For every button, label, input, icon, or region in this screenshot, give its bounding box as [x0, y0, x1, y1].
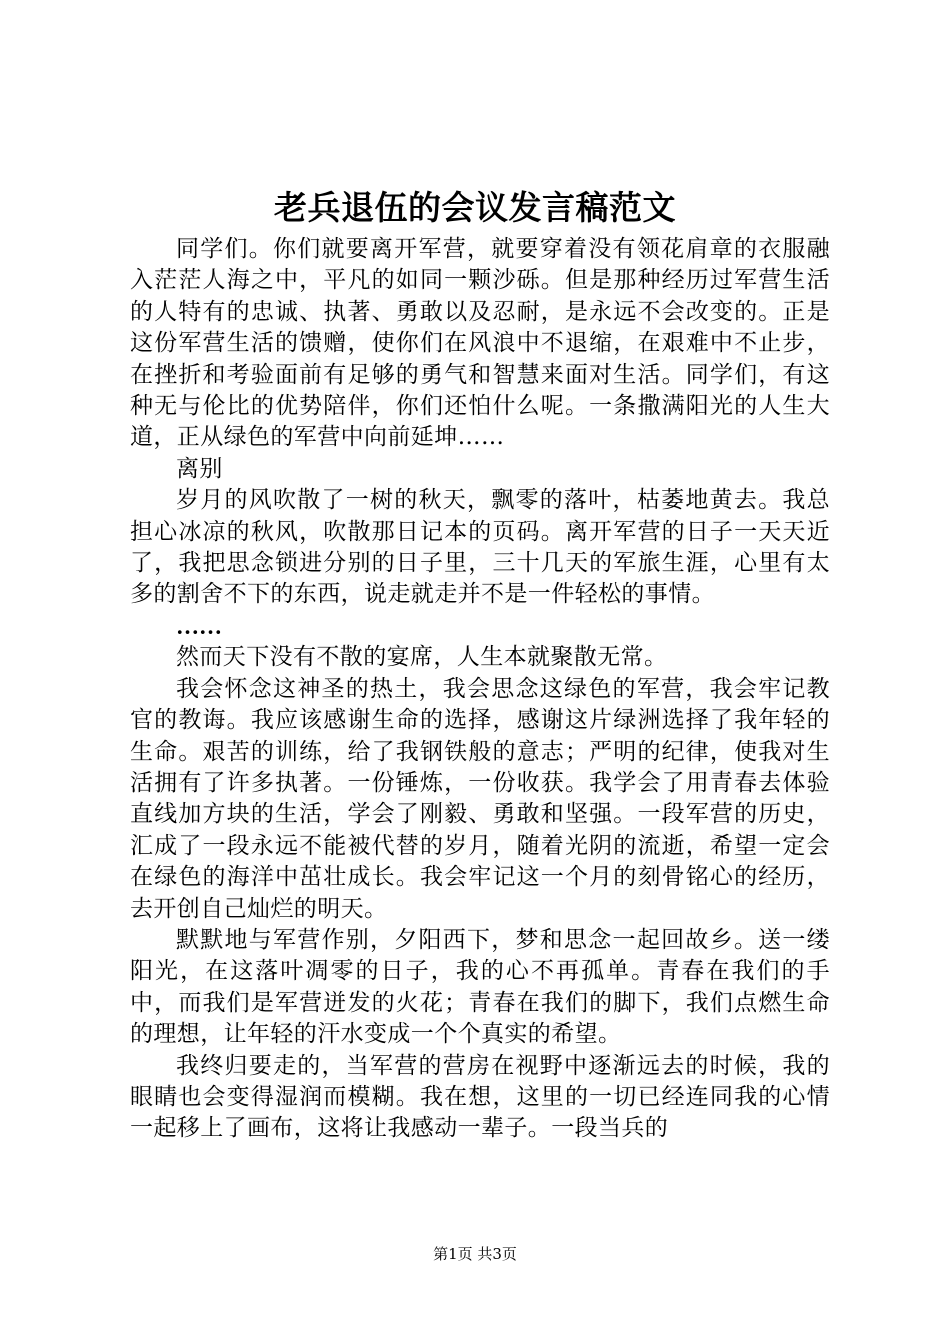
paragraph-autumn-wind: 岁月的风吹散了一树的秋天，飘零的落叶，枯萎地黄去。我总担心冰凉的秋风，吹散那日记本的页码。离开军营的日子一天天近了，我把思念锁进分别的日子里，三十几天的军旅生涯，心里有太多的割舍不下的东西，说走就走并不是一件轻松的事情。 — [130, 487, 830, 608]
paragraph-feast: 然而天下没有不散的宴席，人生本就聚散无常。 — [176, 644, 668, 671]
paragraph-ellipsis: …… — [176, 613, 222, 639]
paragraph-heading-farewell: 离别 — [176, 455, 223, 482]
paragraph-memories: 我会怀念这神圣的热土，我会思念这绿色的军营，我会牢记教官的教诲。我应该感谢生命的选择，感谢这片绿洲选择了我年轻的生命。艰苦的训练，给了我钢铁般的意志；严明的纪律，使我对生活拥有了许多执著。一份锤炼，一份收获。我学会了用青春去体验直线加方块的生活，学会了刚毅、勇敢和坚强。一段军营的历史，汇成了一段永远不能被代替的岁月，随着光阴的流逝，希望一定会在绿色的海洋中茁壮成长。我会牢记这一个月的刻骨铭心的经历，去开创自己灿烂的明天。 — [130, 675, 830, 922]
document-title: 老兵退伍的会议发言稿范文 — [274, 188, 676, 227]
page-footer: 第1页 共3页 — [433, 1245, 517, 1263]
paragraph-leaving: 我终归要走的，当军营的营房在视野中逐渐远去的时候，我的眼睛也会变得湿润而模糊。我在想，这里的一切已经连同我的心情一起移上了画布，这将让我感动一辈子。一段当兵的 — [130, 1052, 830, 1142]
paragraph-farewell-camp: 默默地与军营作别，夕阳西下，梦和思念一起回故乡。送一缕阳光，在这落叶凋零的日子，我的心不再孤单。青春在我们的手中，而我们是军营迸发的火花；青春在我们的脚下，我们点燃生命的理想，让年轻的汗水变成一个个真实的希望。 — [130, 926, 830, 1048]
paragraph-intro: 同学们。你们就要离开军营，就要穿着没有领花肩章的衣服融入茫茫人海之中，平凡的如同一颗沙砾。但是那种经历过军营生活的人特有的忠诚、执著、勇敢以及忍耐，是永远不会改变的。正是这份军营生活的馈赠，使你们在风浪中不退缩，在艰难中不止步，在挫折和考验面前有足够的勇气和智慧来面对生活。同学们，有这种无与伦比的优势陪伴，你们还怕什么呢。一条撒满阳光的人生大道，正从绿色的军营中向前延坤…… — [130, 236, 830, 451]
document-body — [130, 234, 830, 1145]
